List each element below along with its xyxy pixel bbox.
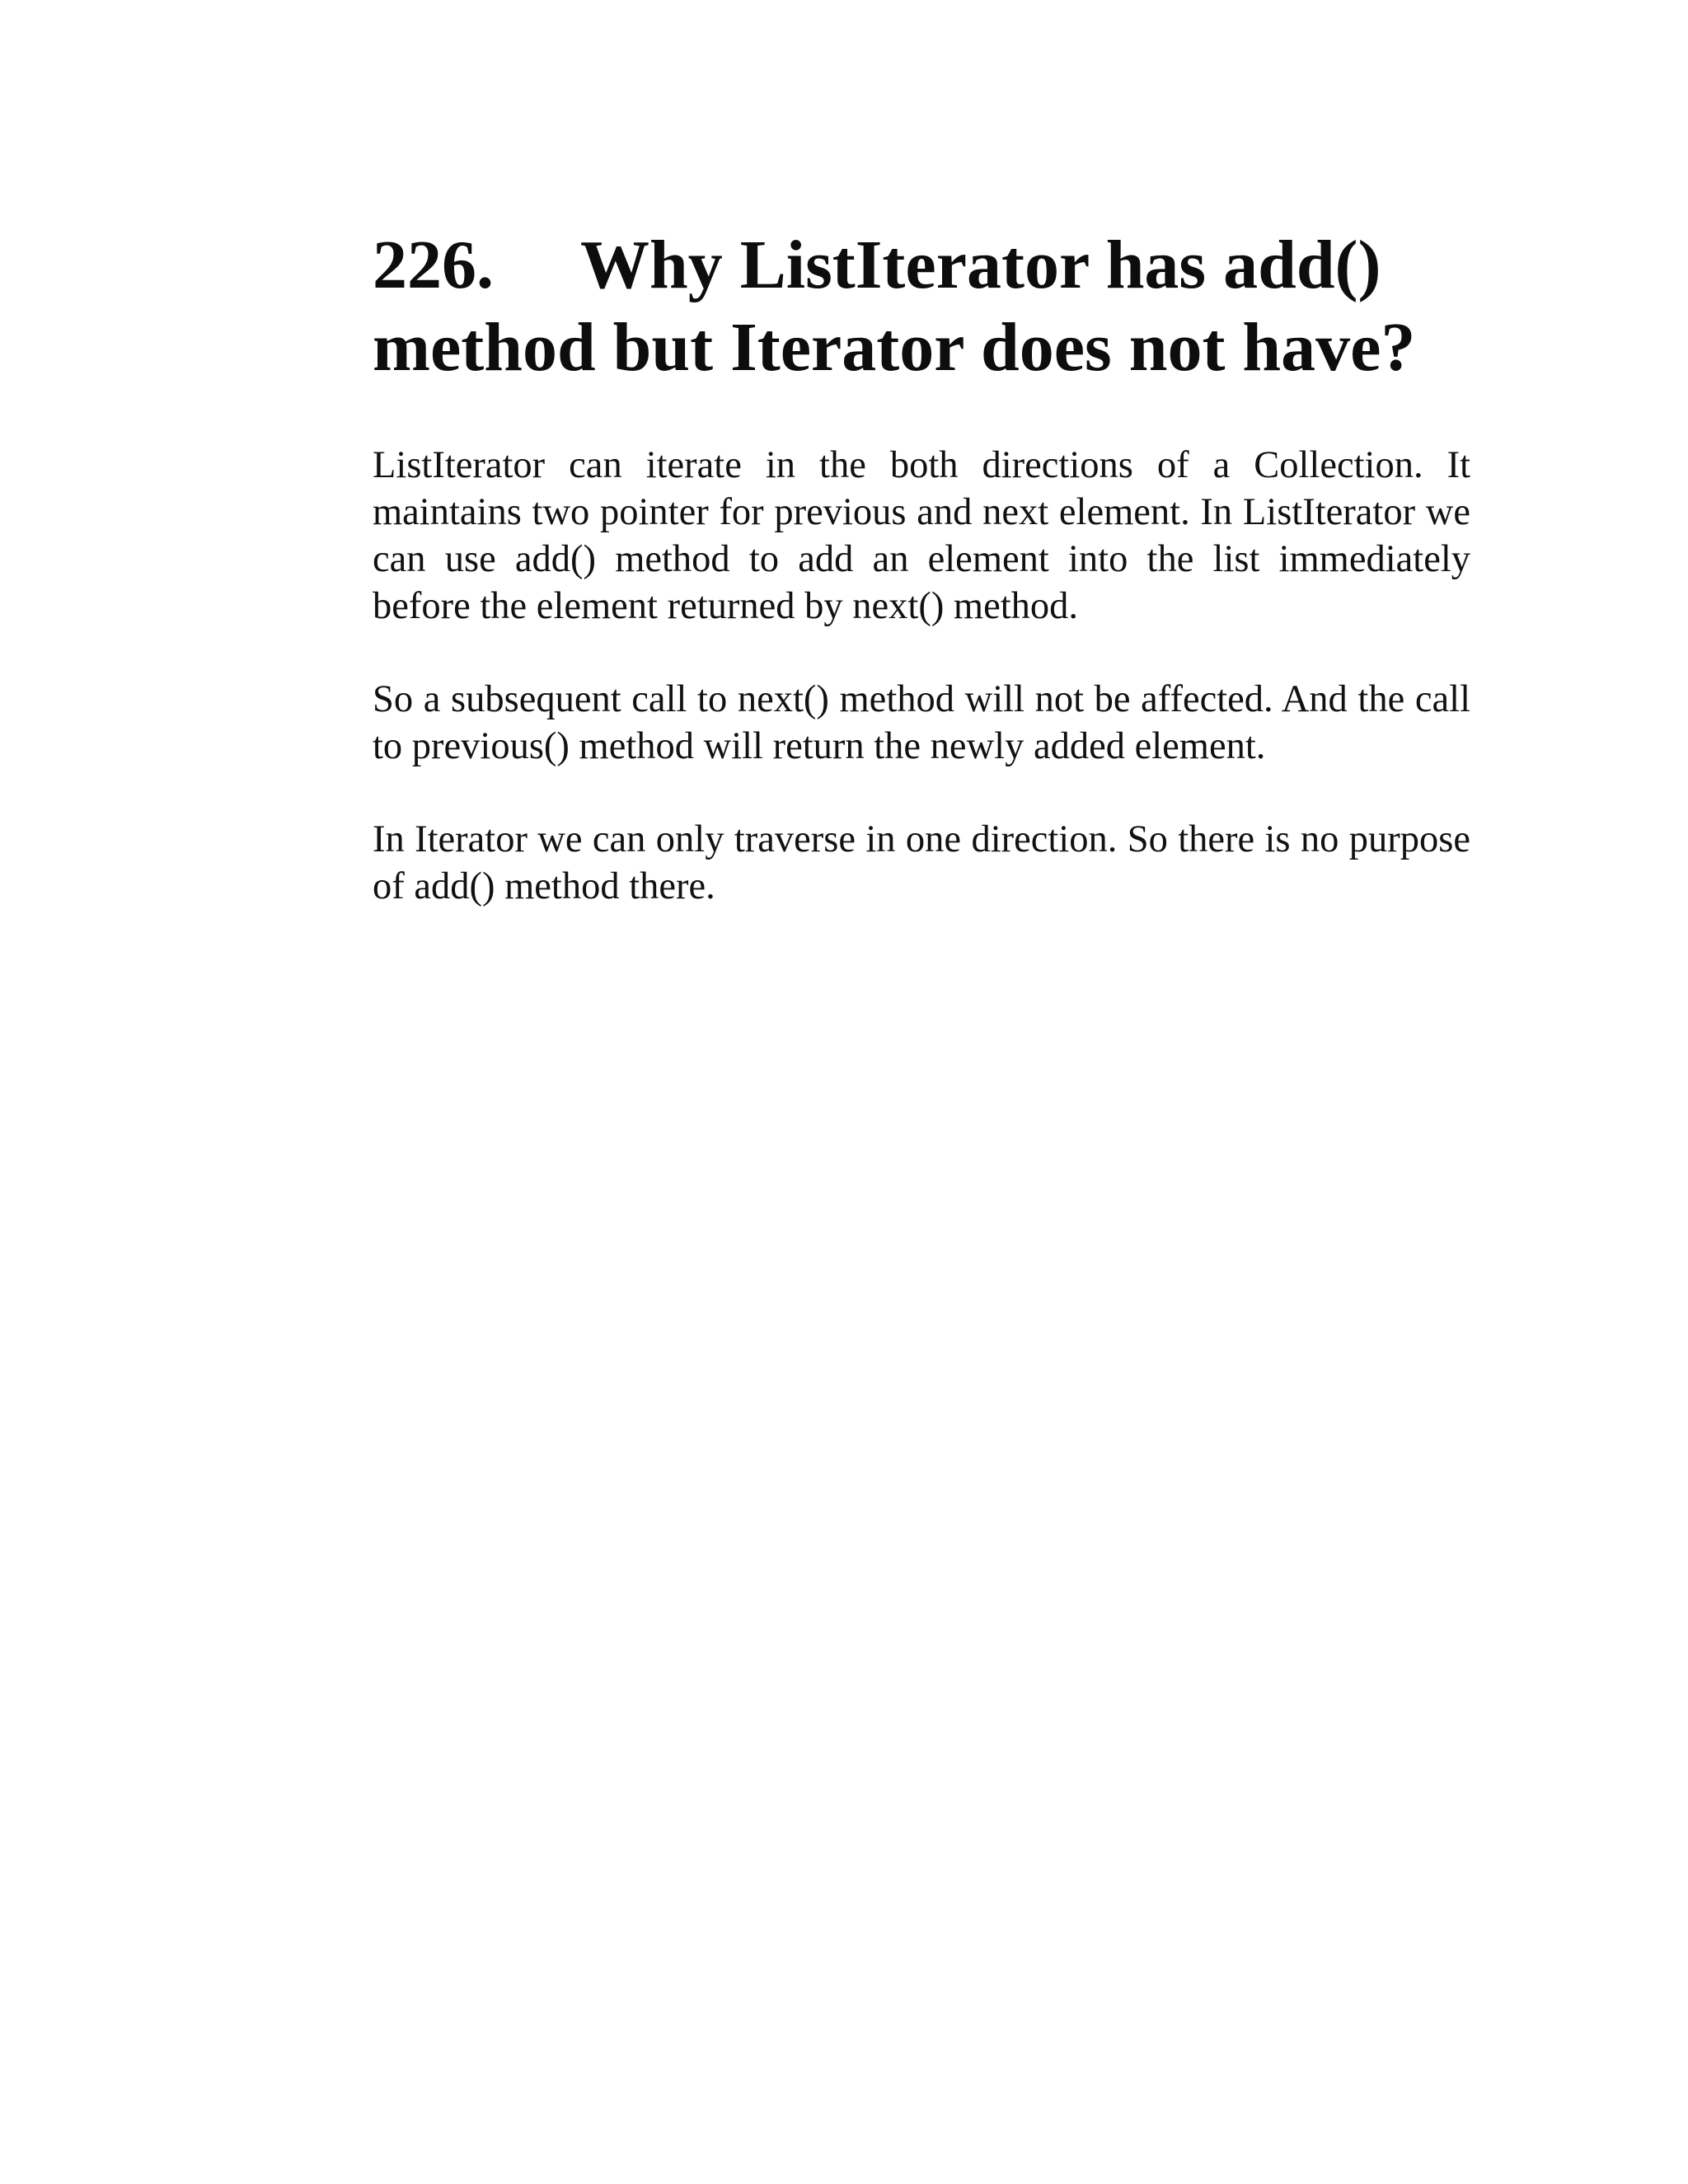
section-title: Why ListIterator has add() method but Iterator does not have?	[373, 227, 1416, 386]
paragraph-1: ListIterator can iterate in the both directions of a Collection. It maintains two pointer for previous and next element. In ListIterator we can use add() method to add an element into the list immediately before the element returned by next() method.	[373, 444, 1470, 627]
paragraph-2: So a subsequent call to next() method will not be affected. And the call to previous() method will return the newly added element.	[373, 678, 1470, 767]
page-content	[373, 224, 1470, 910]
section-number: 226.	[373, 227, 494, 303]
section-heading	[373, 224, 1470, 389]
paragraph-3: In Iterator we can only traverse in one direction. So there is no purpose of add() method there.	[373, 818, 1470, 907]
